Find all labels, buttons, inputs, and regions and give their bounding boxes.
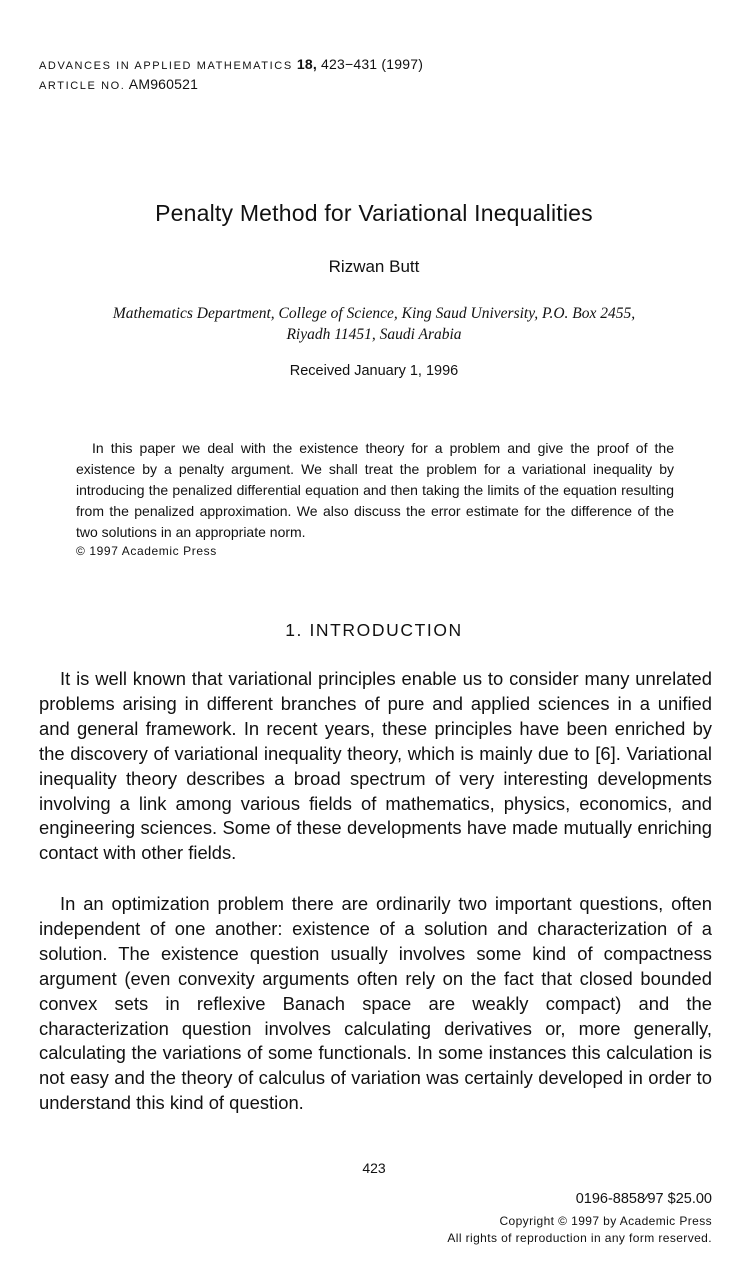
journal-name: ADVANCES IN APPLIED MATHEMATICS [39, 60, 293, 72]
journal-volume: 18, [296, 56, 317, 72]
issn-price: 0196-8858∕97 $25.00 [575, 1191, 712, 1207]
journal-header [39, 54, 423, 76]
author-name: Rizwan Butt [328, 257, 420, 276]
article-number: AM960521 [128, 76, 199, 92]
received-date: Received January 1, 1996 [289, 363, 459, 379]
author-affiliation [60, 303, 688, 345]
body-paragraph-1: It is well known that variational principles enable us to consider many unrelated problems arising in different branches of pure and applied sciences in a unified and general framework. In recent years, these principles have been enriched by the discovery of variational inequality theory, which is mainly due to [6]. Variational inequality theory describes a broad spectrum of very interesting developments involving a link among various fields of mathematics, physics, economics, and engineering sciences. Some of these developments have made mutually enriching contact with other fields. [39, 668, 712, 864]
article-number-label: ARTICLE NO. [39, 80, 126, 92]
paper-title: Penalty Method for Variational Inequalities [155, 200, 593, 226]
affiliation-line-2: Riyadh 11451, Saudi Arabia [286, 326, 462, 343]
footer-copyright: Copyright © 1997 by Academic Press [499, 1214, 712, 1228]
journal-pages-year: 423−431 (1997) [321, 56, 424, 72]
section-heading: 1. INTRODUCTION [285, 620, 463, 640]
abstract: In this paper we deal with the existence theory for a problem and give the proof of the existence by a penalty argument. We shall treat the problem for a variational inequality by introducing the penalized differential equation and then taking the limits of the equation resulting from the penalized approximation. We also discuss the error estimate for the difference of the two solutions in an appropriate norm. [76, 440, 674, 540]
affiliation-line-1: Mathematics Department, College of Science, King Saud University, P.O. Box 2455, [112, 305, 636, 322]
abstract-copyright: © 1997 Academic Press [76, 544, 217, 558]
body-paragraph-2: In an optimization problem there are ordinarily two important questions, often independent of one another: existence of a solution and characterization of a solution. The existence question usually involves some kind of compactness argument (even convexity arguments often rely on the fact that closed bounded convex sets in reflexive Banach space are weakly compact) and the characterization question involves calculating derivatives or, more generally, calculating the variations of some functionals. In some instances this calculation is not easy and the theory of calculus of variation was certainly developed in order to understand this kind of question. [39, 893, 712, 1114]
page-number: 423 [362, 1160, 386, 1176]
article-number-line [39, 74, 198, 96]
footer-rights: All rights of reproduction in any form reserved. [447, 1231, 712, 1245]
